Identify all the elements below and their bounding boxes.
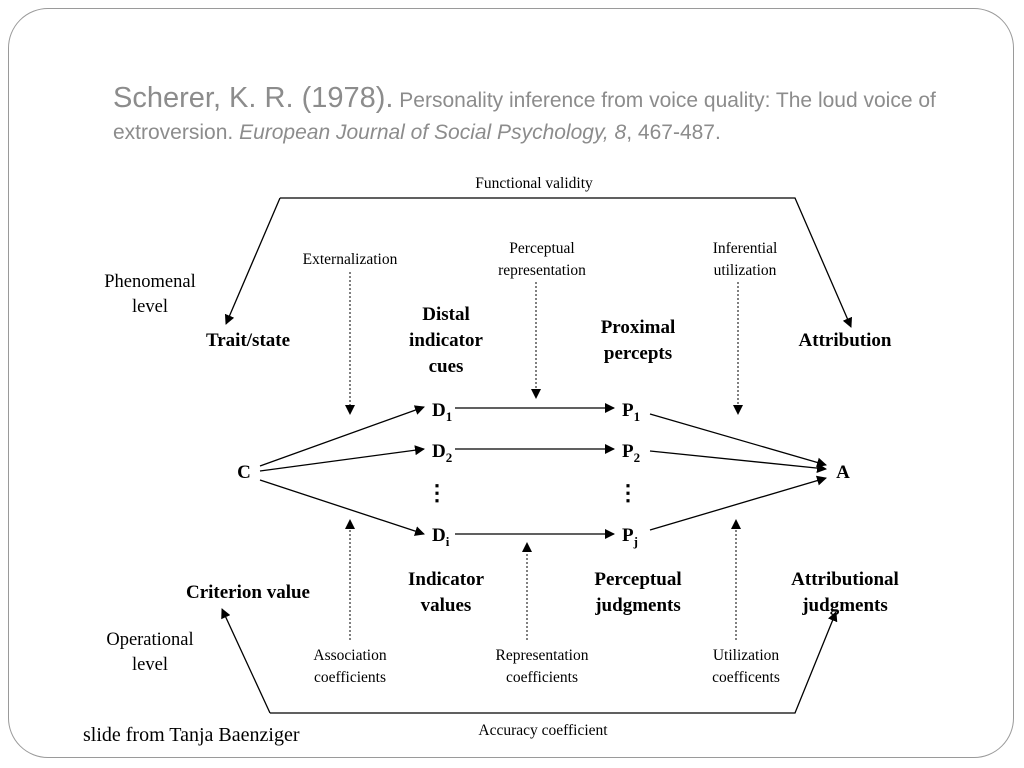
distal-indicator-cues-line2: indicator bbox=[409, 330, 483, 351]
representation-coefficients-line1: Representation bbox=[495, 647, 589, 664]
node-d1: $D_1$ bbox=[432, 400, 453, 424]
operational-level-line2: level bbox=[132, 655, 168, 675]
perceptual-representation-line1: Perceptual bbox=[509, 240, 575, 257]
phenomenal-level-line2: level bbox=[132, 297, 168, 317]
utilization-coefficients-line1: Utilization bbox=[712, 647, 780, 664]
node-p2: $P_2$ bbox=[622, 441, 641, 465]
association-coefficients-line2: coefficients bbox=[313, 669, 387, 686]
accuracy-coefficient-left-arrow bbox=[222, 609, 270, 713]
arrow-c-d1 bbox=[260, 407, 424, 466]
distal-indicator-cues-line3: cues bbox=[428, 356, 464, 377]
indicator-values-line2: values bbox=[420, 595, 472, 616]
citation-journal: European Journal of Social Psychology, 8 bbox=[239, 121, 627, 144]
phenomenal-level-line1: Phenomenal bbox=[104, 272, 196, 292]
utilization-coefficients-line2: coefficents bbox=[712, 669, 780, 686]
citation-pages: , 467-487. bbox=[626, 121, 721, 144]
attributional-judgments-line2: judgments bbox=[802, 595, 888, 616]
inferential-utilization-line2: utilization bbox=[713, 262, 777, 279]
distal-indicator-cues-line1: Distal bbox=[422, 304, 470, 325]
arrow-p2-a bbox=[650, 451, 826, 469]
node-di: $D_i$ bbox=[432, 525, 450, 549]
functional-validity-left-arrow bbox=[226, 198, 280, 324]
functional-validity-label: Functional validity bbox=[475, 175, 593, 192]
arrow-c-d2 bbox=[260, 449, 424, 471]
node-pj: $P_j$ bbox=[622, 525, 638, 549]
proximal-percepts-line1: Proximal bbox=[600, 317, 676, 338]
perceptual-judgments-line2: judgments bbox=[595, 595, 681, 616]
criterion-value-heading: Criterion value bbox=[185, 582, 311, 603]
indicator-values-line1: Indicator bbox=[408, 569, 484, 590]
d-ellipsis: ⋮ bbox=[426, 480, 448, 505]
p-ellipsis: ⋮ bbox=[617, 480, 639, 505]
inferential-utilization-line1: Inferential bbox=[712, 240, 778, 257]
perceptual-representation-line2: representation bbox=[498, 262, 586, 279]
arrow-pj-a bbox=[650, 478, 826, 530]
node-c: C bbox=[237, 462, 251, 483]
arrow-p1-a bbox=[650, 414, 826, 465]
attribution-heading: Attribution bbox=[798, 330, 892, 351]
node-a: A bbox=[836, 462, 850, 483]
attributional-judgments-line1: Attributional bbox=[791, 569, 899, 590]
accuracy-coefficient-label: Accuracy coefficient bbox=[478, 722, 608, 739]
node-d2: $D_2$ bbox=[432, 441, 453, 465]
citation-title: Personality inference from voice quality: The loud voice of extroversion. bbox=[113, 89, 936, 144]
representation-coefficients-line2: coefficients bbox=[505, 669, 579, 686]
trait-state-heading: Trait/state bbox=[205, 330, 291, 351]
citation-authors-year: Scherer, K. R. (1978). bbox=[113, 82, 394, 114]
arrow-c-di bbox=[260, 480, 424, 534]
operational-level-line1: Operational bbox=[106, 630, 194, 650]
perceptual-judgments-line1: Perceptual bbox=[594, 569, 682, 590]
slide-credit: slide from Tanja Baenziger bbox=[83, 724, 300, 746]
proximal-percepts-line2: percepts bbox=[603, 343, 673, 364]
association-coefficients-line1: Association bbox=[313, 647, 387, 664]
node-p1: $P_1$ bbox=[622, 400, 641, 424]
externalization-label: Externalization bbox=[302, 251, 398, 268]
